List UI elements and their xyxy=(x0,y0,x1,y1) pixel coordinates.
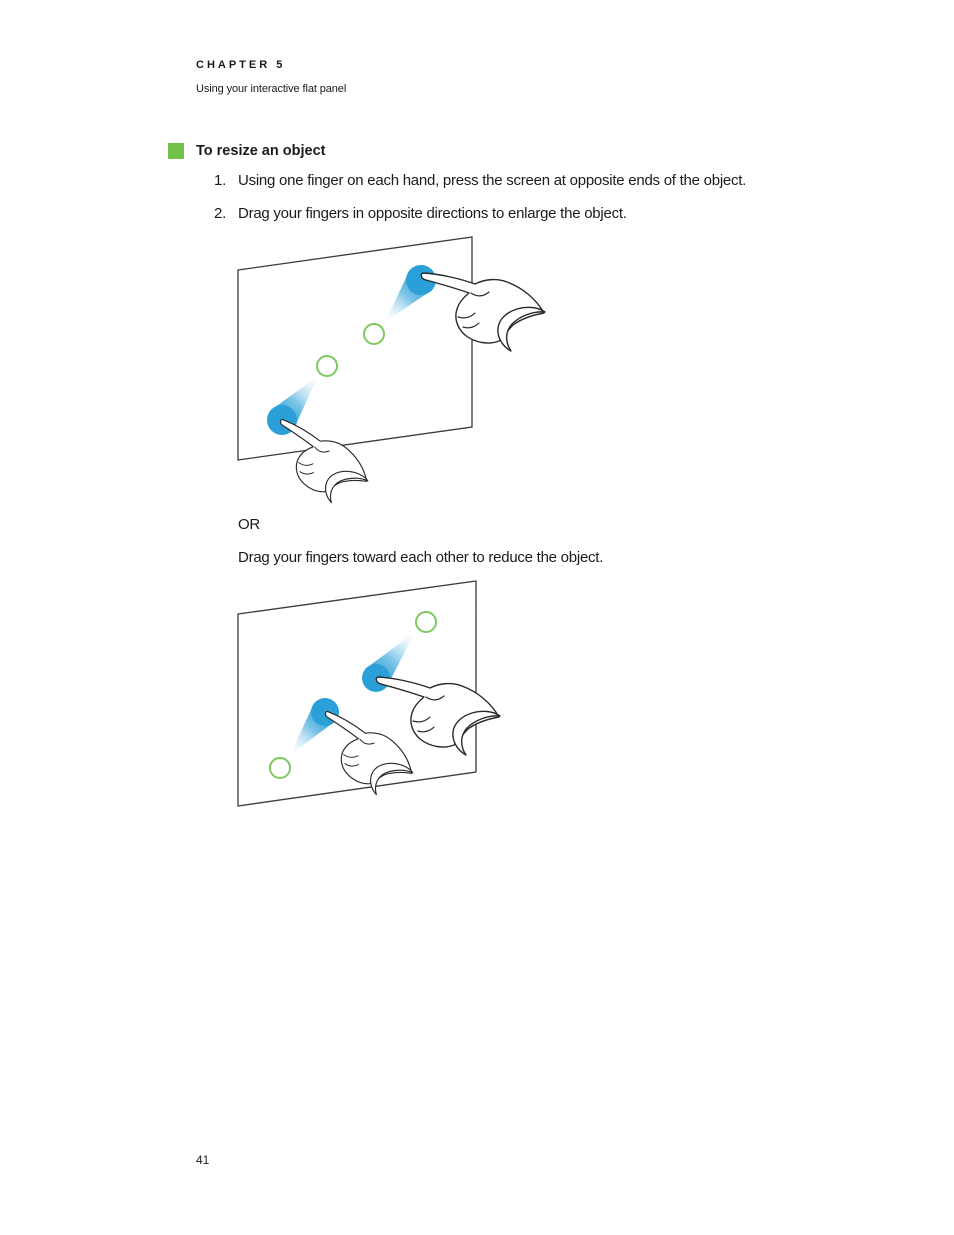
step-text: Using one finger on each hand, press the screen at opposite ends of the object. xyxy=(238,172,747,189)
step-number: 1. xyxy=(214,172,227,189)
alternative-step-text: Drag your fingers toward each other to reduce the object. xyxy=(238,549,604,566)
green-square-icon xyxy=(168,143,184,159)
procedure-heading: To resize an object xyxy=(196,143,326,159)
or-label: OR xyxy=(238,516,260,533)
reduce-gesture-illustration xyxy=(230,572,520,812)
step-text: Drag your fingers in opposite directions to enlarge the object. xyxy=(238,205,627,222)
step-number: 2. xyxy=(214,205,227,222)
chapter-label: CHAPTER 5 xyxy=(196,59,286,71)
enlarge-gesture-illustration xyxy=(230,228,560,506)
page-number: 41 xyxy=(196,1153,210,1167)
chapter-title: Using your interactive flat panel xyxy=(196,83,347,95)
